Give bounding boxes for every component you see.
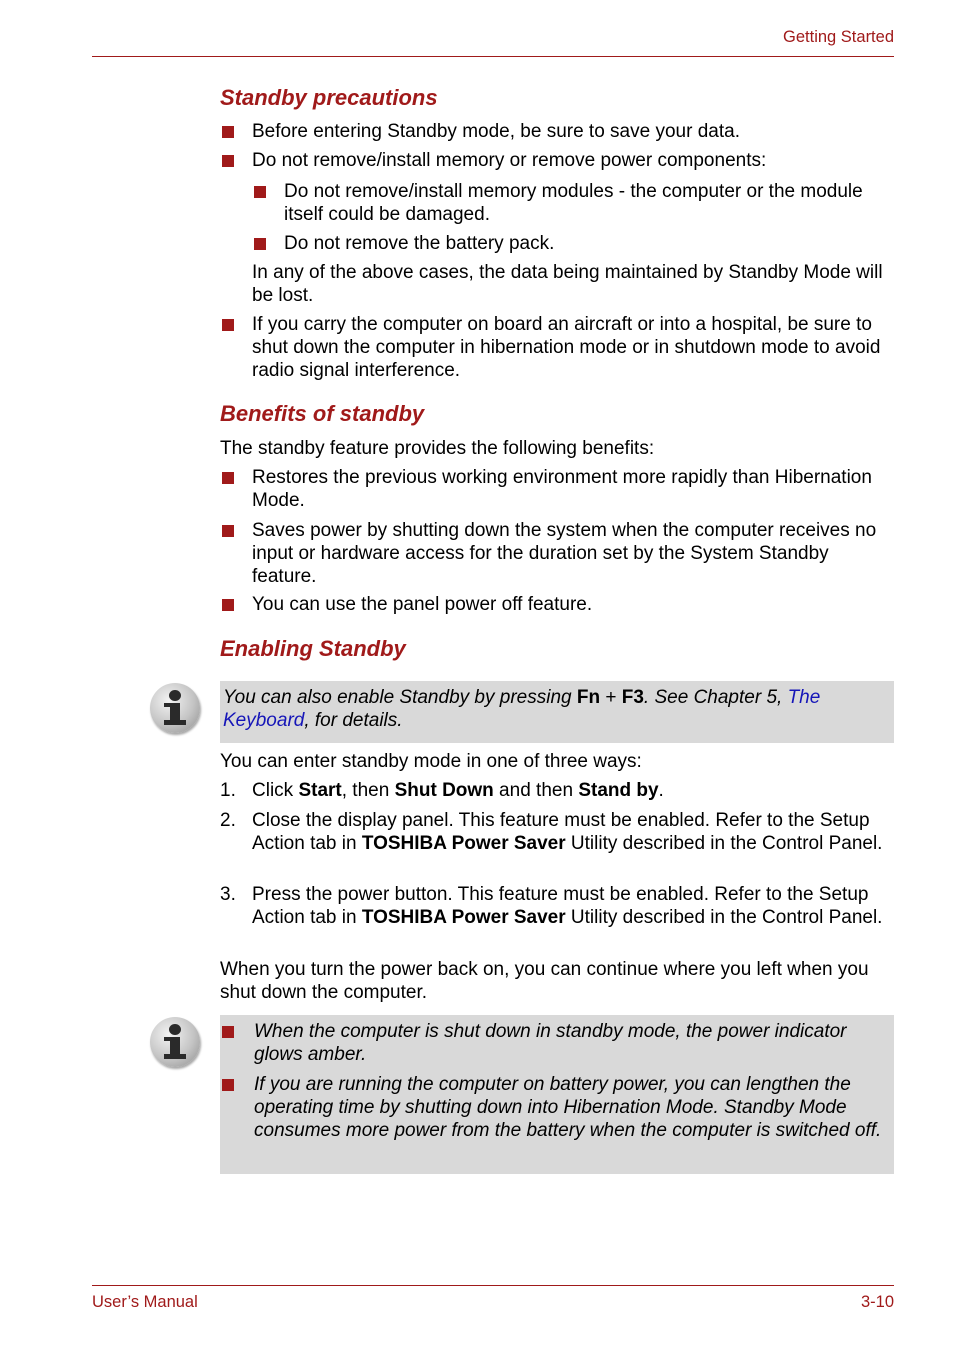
page-number: 3-10 bbox=[860, 1293, 894, 1311]
step-text: Click Start, then Shut Down and then Stand by. bbox=[252, 780, 664, 801]
info-icon bbox=[150, 1017, 200, 1067]
heading-benefits-of-standby: Benefits of standby bbox=[220, 401, 425, 426]
list-item-text: Restores the previous working environment more rapidly than Hibernation Mode. bbox=[252, 467, 872, 511]
list-item-text: Before entering Standby mode, be sure to save your data. bbox=[252, 121, 740, 142]
header-rule bbox=[92, 56, 894, 57]
info-icon bbox=[150, 683, 200, 733]
bullet-square-icon bbox=[222, 472, 234, 484]
note-text: You can also enable Standby by pressing Fn + F3. See Chapter 5, The Keyboard, for details. bbox=[223, 687, 821, 731]
bullet-square-icon bbox=[222, 1026, 234, 1038]
list-item-text: Do not remove/install memory modules - the computer or the module itself could be damaged. bbox=[284, 181, 863, 225]
bullet-square-icon bbox=[222, 126, 234, 138]
paragraph: You can enter standby mode in one of three ways: bbox=[220, 751, 642, 772]
paragraph: The standby feature provides the following benefits: bbox=[220, 438, 655, 459]
list-item-text: If you are running the computer on battery power, you can lengthen the operating time by shutting down into Hibernation Mode. Standby Mode consumes more power from the battery when the computer is switched off. bbox=[254, 1074, 882, 1141]
note-box bbox=[220, 681, 894, 743]
step-text: Close the display panel. This feature must be enabled. Refer to the Setup Action tab in TOSHIBA Power Saver Utility described in the Control Panel. bbox=[252, 810, 883, 854]
heading-enabling-standby: Enabling Standby bbox=[220, 636, 406, 661]
bullet-square-icon bbox=[222, 155, 234, 167]
bullet-square-icon bbox=[222, 1079, 234, 1091]
footer-manual-title: User’s Manual bbox=[92, 1293, 198, 1311]
note-box bbox=[220, 1015, 894, 1174]
paragraph: When you turn the power back on, you can continue where you left when you shut down the computer. bbox=[220, 959, 869, 1003]
bullet-square-icon bbox=[222, 599, 234, 611]
list-item-text: Saves power by shutting down the system when the computer receives no input or hardware access for the duration set by the System Standby feature. bbox=[252, 520, 877, 587]
list-item-text: When the computer is shut down in standby mode, the power indicator glows amber. bbox=[254, 1021, 847, 1065]
bullet-square-icon bbox=[254, 238, 266, 250]
list-item-text: You can use the panel power off feature. bbox=[252, 594, 593, 615]
list-item-text: If you carry the computer on board an aircraft or into a hospital, be sure to shut down the computer in hibernation mode or in shutdown mode to avoid radio signal interference. bbox=[252, 314, 881, 381]
running-header: Getting Started bbox=[783, 28, 894, 46]
step-number: 1. bbox=[220, 780, 236, 801]
bullet-square-icon bbox=[222, 319, 234, 331]
bullet-square-icon bbox=[254, 186, 266, 198]
list-item-text: Do not remove/install memory or remove power components: bbox=[252, 150, 767, 171]
keyboard-chapter-link[interactable]: The Keyboard bbox=[223, 687, 821, 731]
step-number: 3. bbox=[220, 884, 236, 905]
step-text: Press the power button. This feature must be enabled. Refer to the Setup Action tab in TOSHIBA Power Saver Utility described in the Control Panel. bbox=[252, 884, 883, 928]
step-number: 2. bbox=[220, 810, 236, 831]
heading-standby-precautions: Standby precautions bbox=[220, 85, 438, 110]
list-item-text: Do not remove the battery pack. bbox=[284, 233, 555, 254]
bullet-square-icon bbox=[222, 525, 234, 537]
paragraph: In any of the above cases, the data being maintained by Standby Mode will be lost. bbox=[252, 262, 883, 306]
key-f3: F3 bbox=[621, 687, 644, 708]
key-fn: Fn bbox=[576, 687, 601, 708]
footer-rule bbox=[92, 1285, 894, 1286]
